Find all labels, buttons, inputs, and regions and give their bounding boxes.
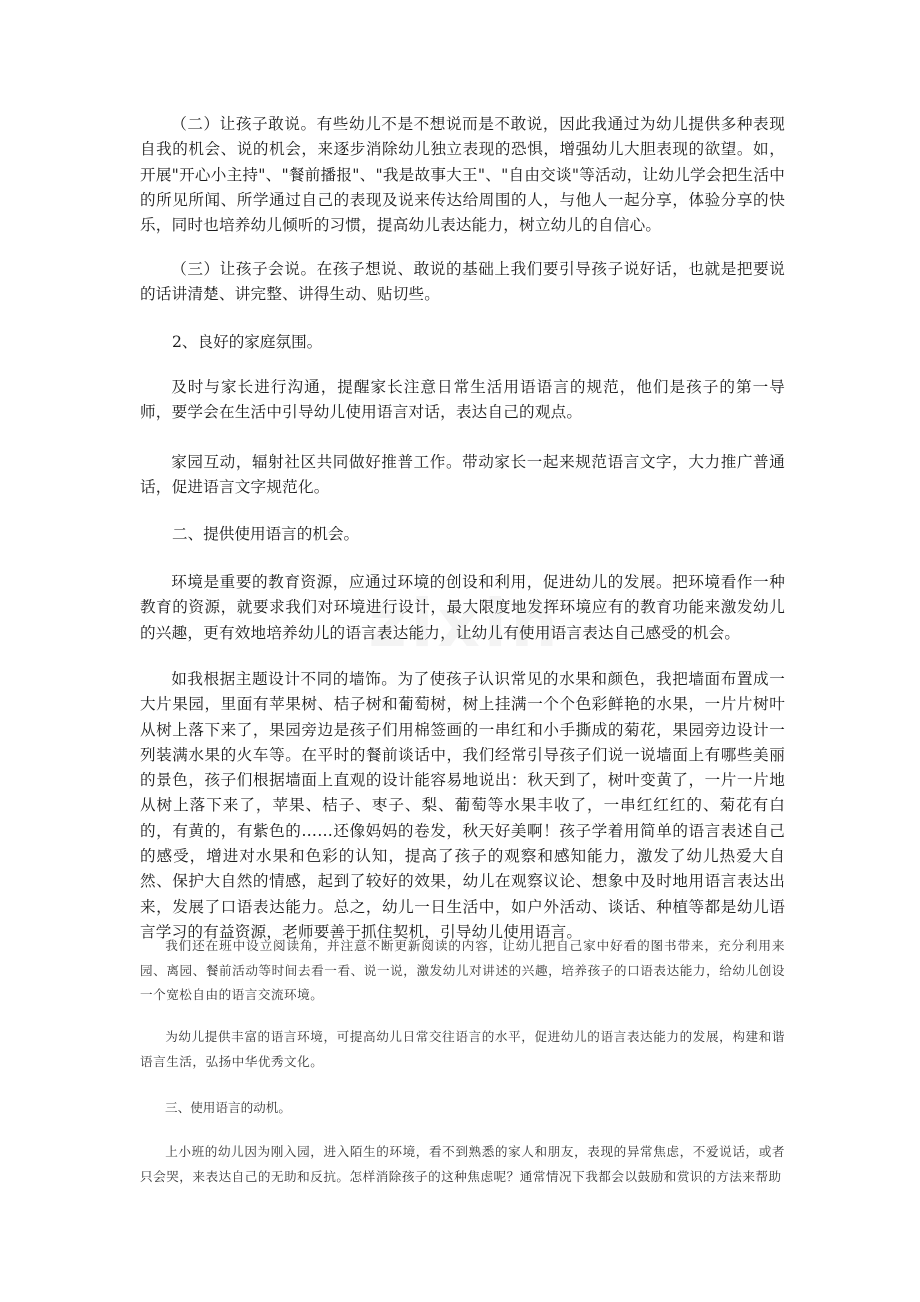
paragraph-reading-corner: 我们还在班中设立阅读角，并注意不断更新阅读的内容，让幼儿把自己家中好看的图书带来，充分利用来园、离园、餐前活动等时间去看一看、说一说，激发幼儿对讲述的兴趣，培养孩子的口语表达能力，给幼儿创设一个宽松自由的语言交流环境。 [140,938,785,1002]
paragraph-let-child-can-speak: （三）让孩子会说。在孩子想说、敢说的基础上我们要引导孩子说好话，也就是把要说的话讲清楚、讲完整、讲得生动、贴切些。 [140,260,785,304]
heading-family-atmosphere: 2、良好的家庭氛围。 [172,333,323,351]
paragraph-communicate-with-parents: 及时与家长进行沟通，提醒家长注意日常生活用语语言的规范，他们是孩子的第一导师，要学会在生活中引导幼儿使用语言对话，表达自己的观点。 [140,378,785,422]
heading-provide-language-opportunities: 二、提供使用语言的机会。 [172,525,360,543]
paragraph-rich-language-environment: 为幼儿提供丰富的语言环境，可提高幼儿日常交往语言的水平，促进幼儿的语言表达能力的发展，构建和谐语言生活，弘扬中华优秀文化。 [140,1029,785,1069]
paragraph-environment-resource: 环境是重要的教育资源，应通过环境的创设和利用，促进幼儿的发展。把环境看作一种教育的资源，就要求我们对环境进行设计，最大限度地发挥环境应有的教育功能来激发幼儿的兴趣，更有效地培养幼儿的语言表达能力，让幼儿有使用语言表达自己感受的机会。 [140,573,785,642]
paragraph-wall-decoration-example: 如我根据主题设计不同的墙饰。为了使孩子认识常见的水果和颜色，我把墙面布置成一大片果园，里面有苹果树、桔子树和葡萄树，树上挂满一个个色彩鲜艳的水果，一片片树叶从树上落下来了，果园旁边是孩子们用棉签画的一串红和小手撕成的菊花，果园旁边设计一列装满水果的火车等。在平时的餐前谈话中，我们经常引导孩子们说一说墙面上有哪些美丽的景色，孩子们根据墙面上直观的设计能容易地说出：秋天到了，树叶变黄了，一片一片地从树上落下来了，苹果、桔子、枣子、梨、葡萄等水果丰收了，一串红红红的、菊花有白的，有黄的，有紫色的……还像妈妈的卷发，秋天好美啊！孩子学着用简单的语言表述自己的感受，增进对水果和色彩的认知，提高了孩子的观察和感知能力，激发了幼儿热爱大自然、保护大自然的情感，起到了较好的效果，幼儿在观察议论、想象中及时地用语言表达出来，发展了口语表达能力。总之，幼儿一日生活中，如户外活动、谈话、种植等都是幼儿语言学习的有益资源，老师要善于抓住契机，引导幼儿使用语言。 [140,670,785,941]
heading-language-motivation: 三、使用语言的动机。 [165,1100,291,1115]
paragraph-kindergarten-anxiety: 上小班的幼儿因为刚入园，进入陌生的环境，看不到熟悉的家人和朋友，表现的异常焦虑，不爱说话，或者只会哭，来表达自己的无助和反抗。怎样消除孩子的这种焦虑呢？通常情况下我都会以鼓励和赏识的方法来帮助 [140,1144,785,1184]
paragraph-home-school-interaction: 家园互动，辐射社区共同做好推普工作。带动家长一起来规范语言文字，大力推广普通话，促进语言文字规范化。 [140,453,785,497]
paragraph-let-child-dare-speak: （二）让孩子敢说。有些幼儿不是不想说而是不敢说，因此我通过为幼儿提供多种表现自我的机会、说的机会，来逐步消除幼儿独立表现的恐惧，增强幼儿大胆表现的欲望。如，开展"开心小主持"、"餐前播报"、"我是故事大王"、"自由交谈"等活动，让幼儿学会把生活中的所见所闻、所学通过自己的表现及说来传达给周围的人，与他人一起分享，体验分享的快乐，同时也培养幼儿倾听的习惯，提高幼儿表达能力，树立幼儿的自信心。 [140,115,785,235]
